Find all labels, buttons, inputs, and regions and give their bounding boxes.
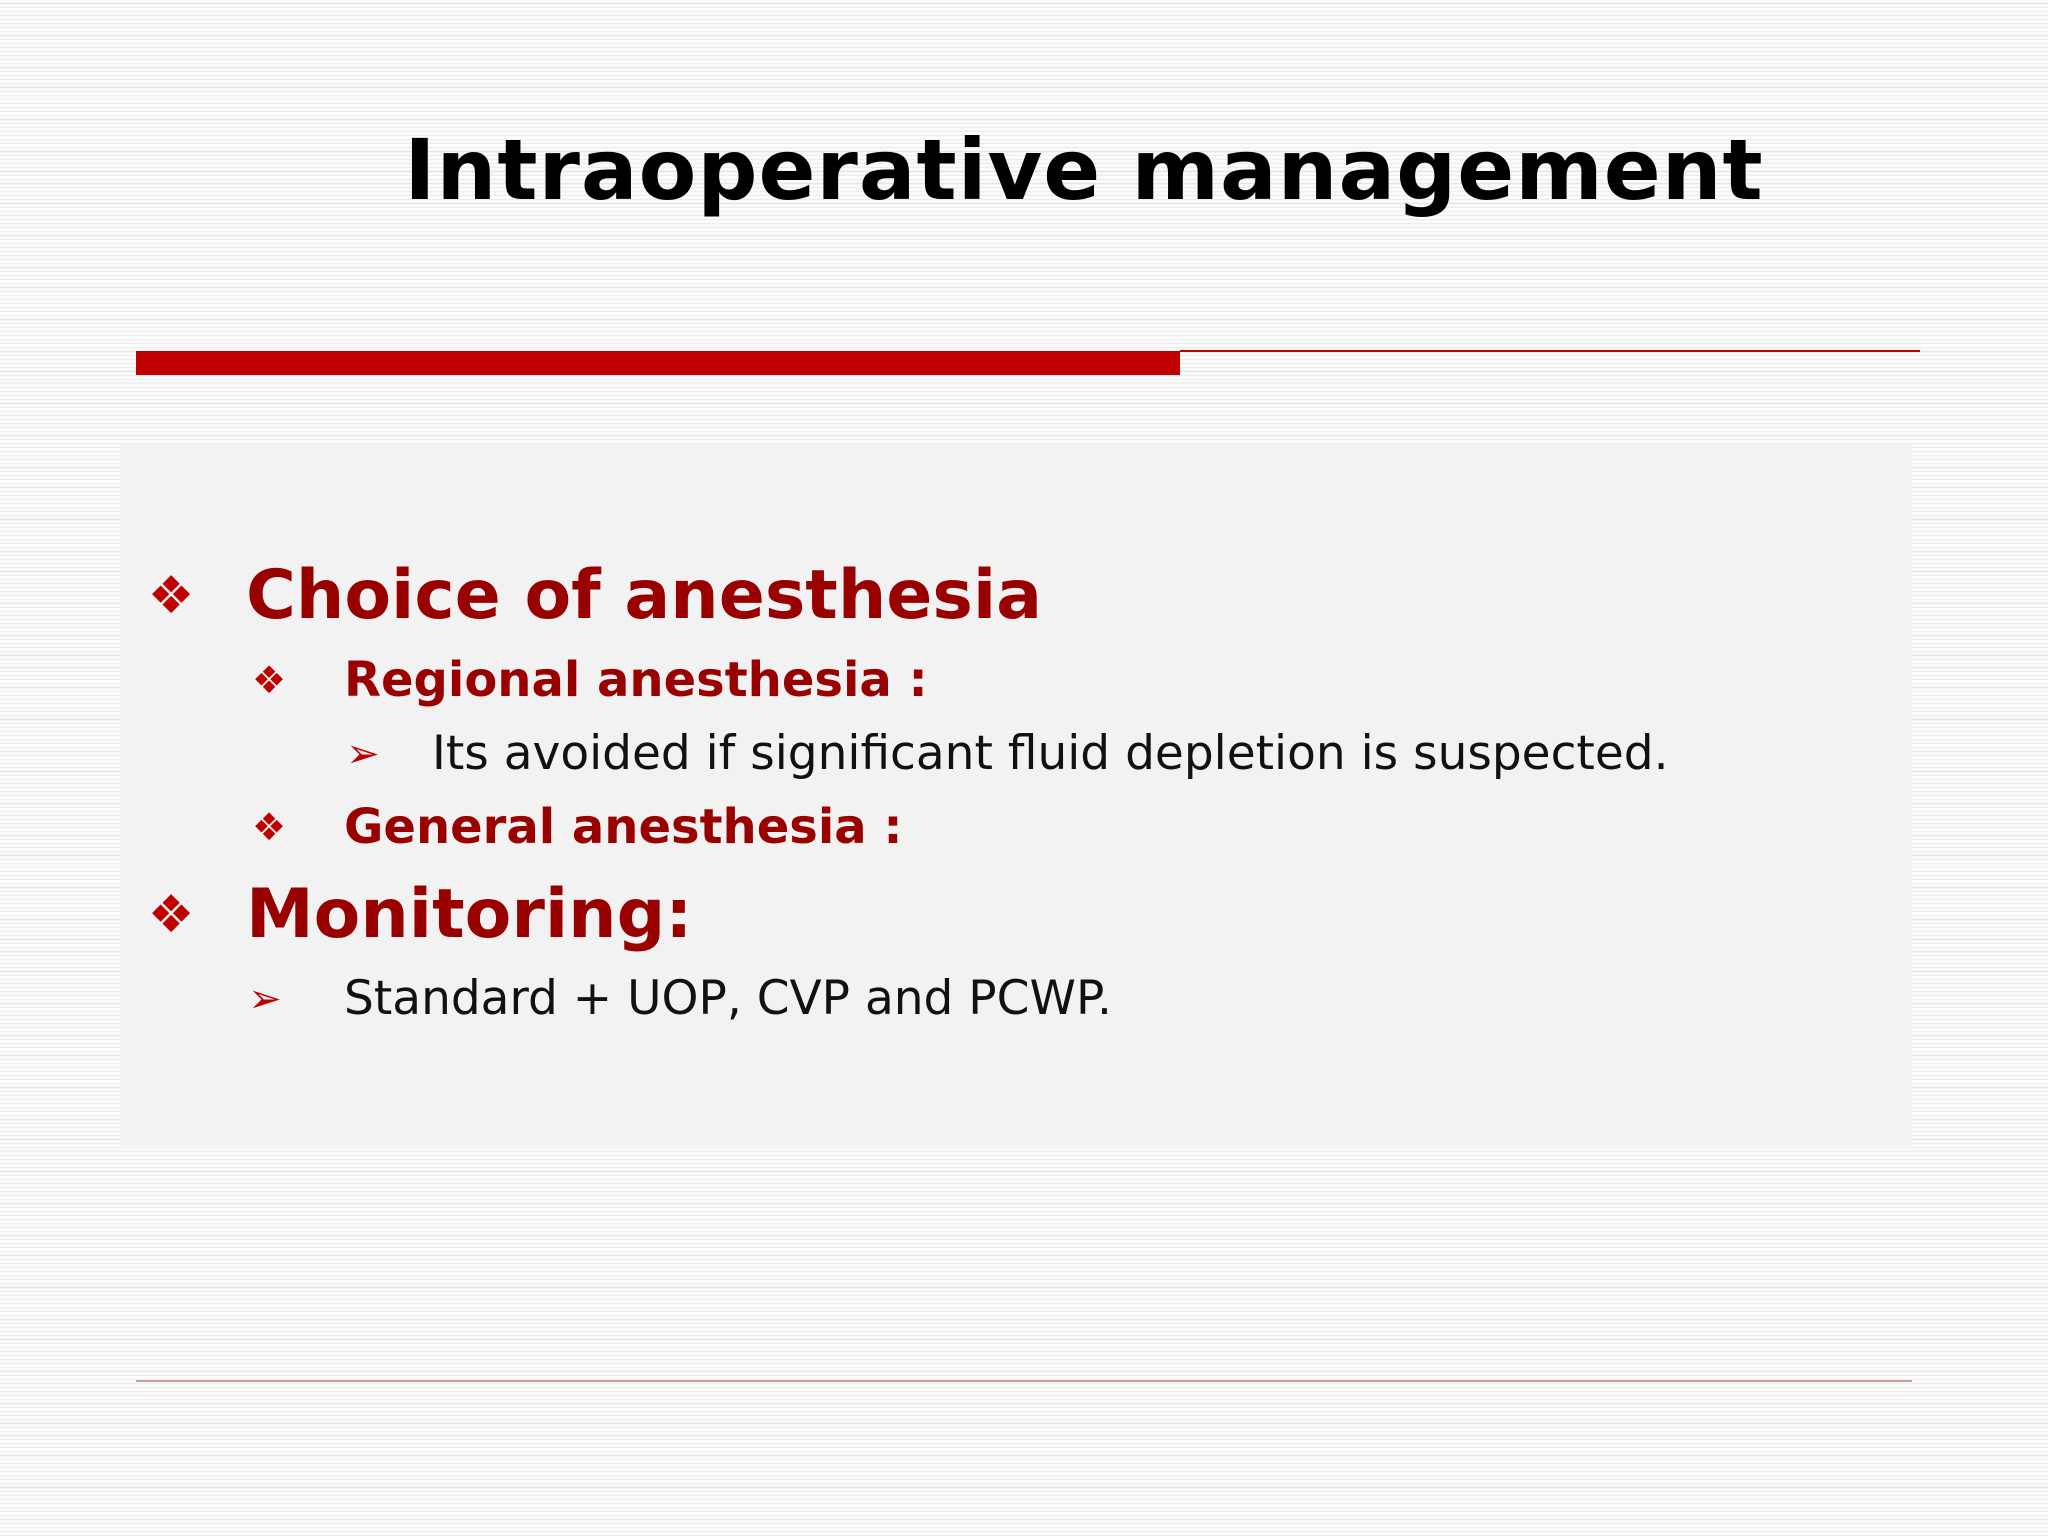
diamond-bullet-icon: ❖ — [251, 805, 287, 849]
diamond-bullet-icon: ❖ — [147, 566, 195, 626]
bullet-text: Its avoided if significant fluid depletion is suspected. — [432, 726, 1669, 781]
title-underline-thick — [136, 351, 1180, 375]
diamond-bullet-icon: ❖ — [147, 885, 195, 945]
content-box — [120, 444, 1912, 1146]
arrowhead-bullet-icon: ➢ — [248, 976, 282, 1022]
title-underline-thin — [1180, 350, 1920, 352]
bullet-text: Choice of anesthesia — [246, 556, 1043, 635]
diamond-bullet-icon: ❖ — [251, 658, 287, 702]
arrowhead-bullet-icon: ➢ — [346, 731, 380, 777]
bullet-text: Regional anesthesia : — [344, 652, 928, 708]
slide-title: Intraoperative management — [404, 121, 1764, 219]
bullet-text: Standard + UOP, CVP and PCWP. — [344, 971, 1112, 1026]
bullet-text: Monitoring: — [246, 875, 693, 954]
footer-divider — [136, 1380, 1912, 1382]
bullet-text: General anesthesia : — [344, 799, 903, 855]
